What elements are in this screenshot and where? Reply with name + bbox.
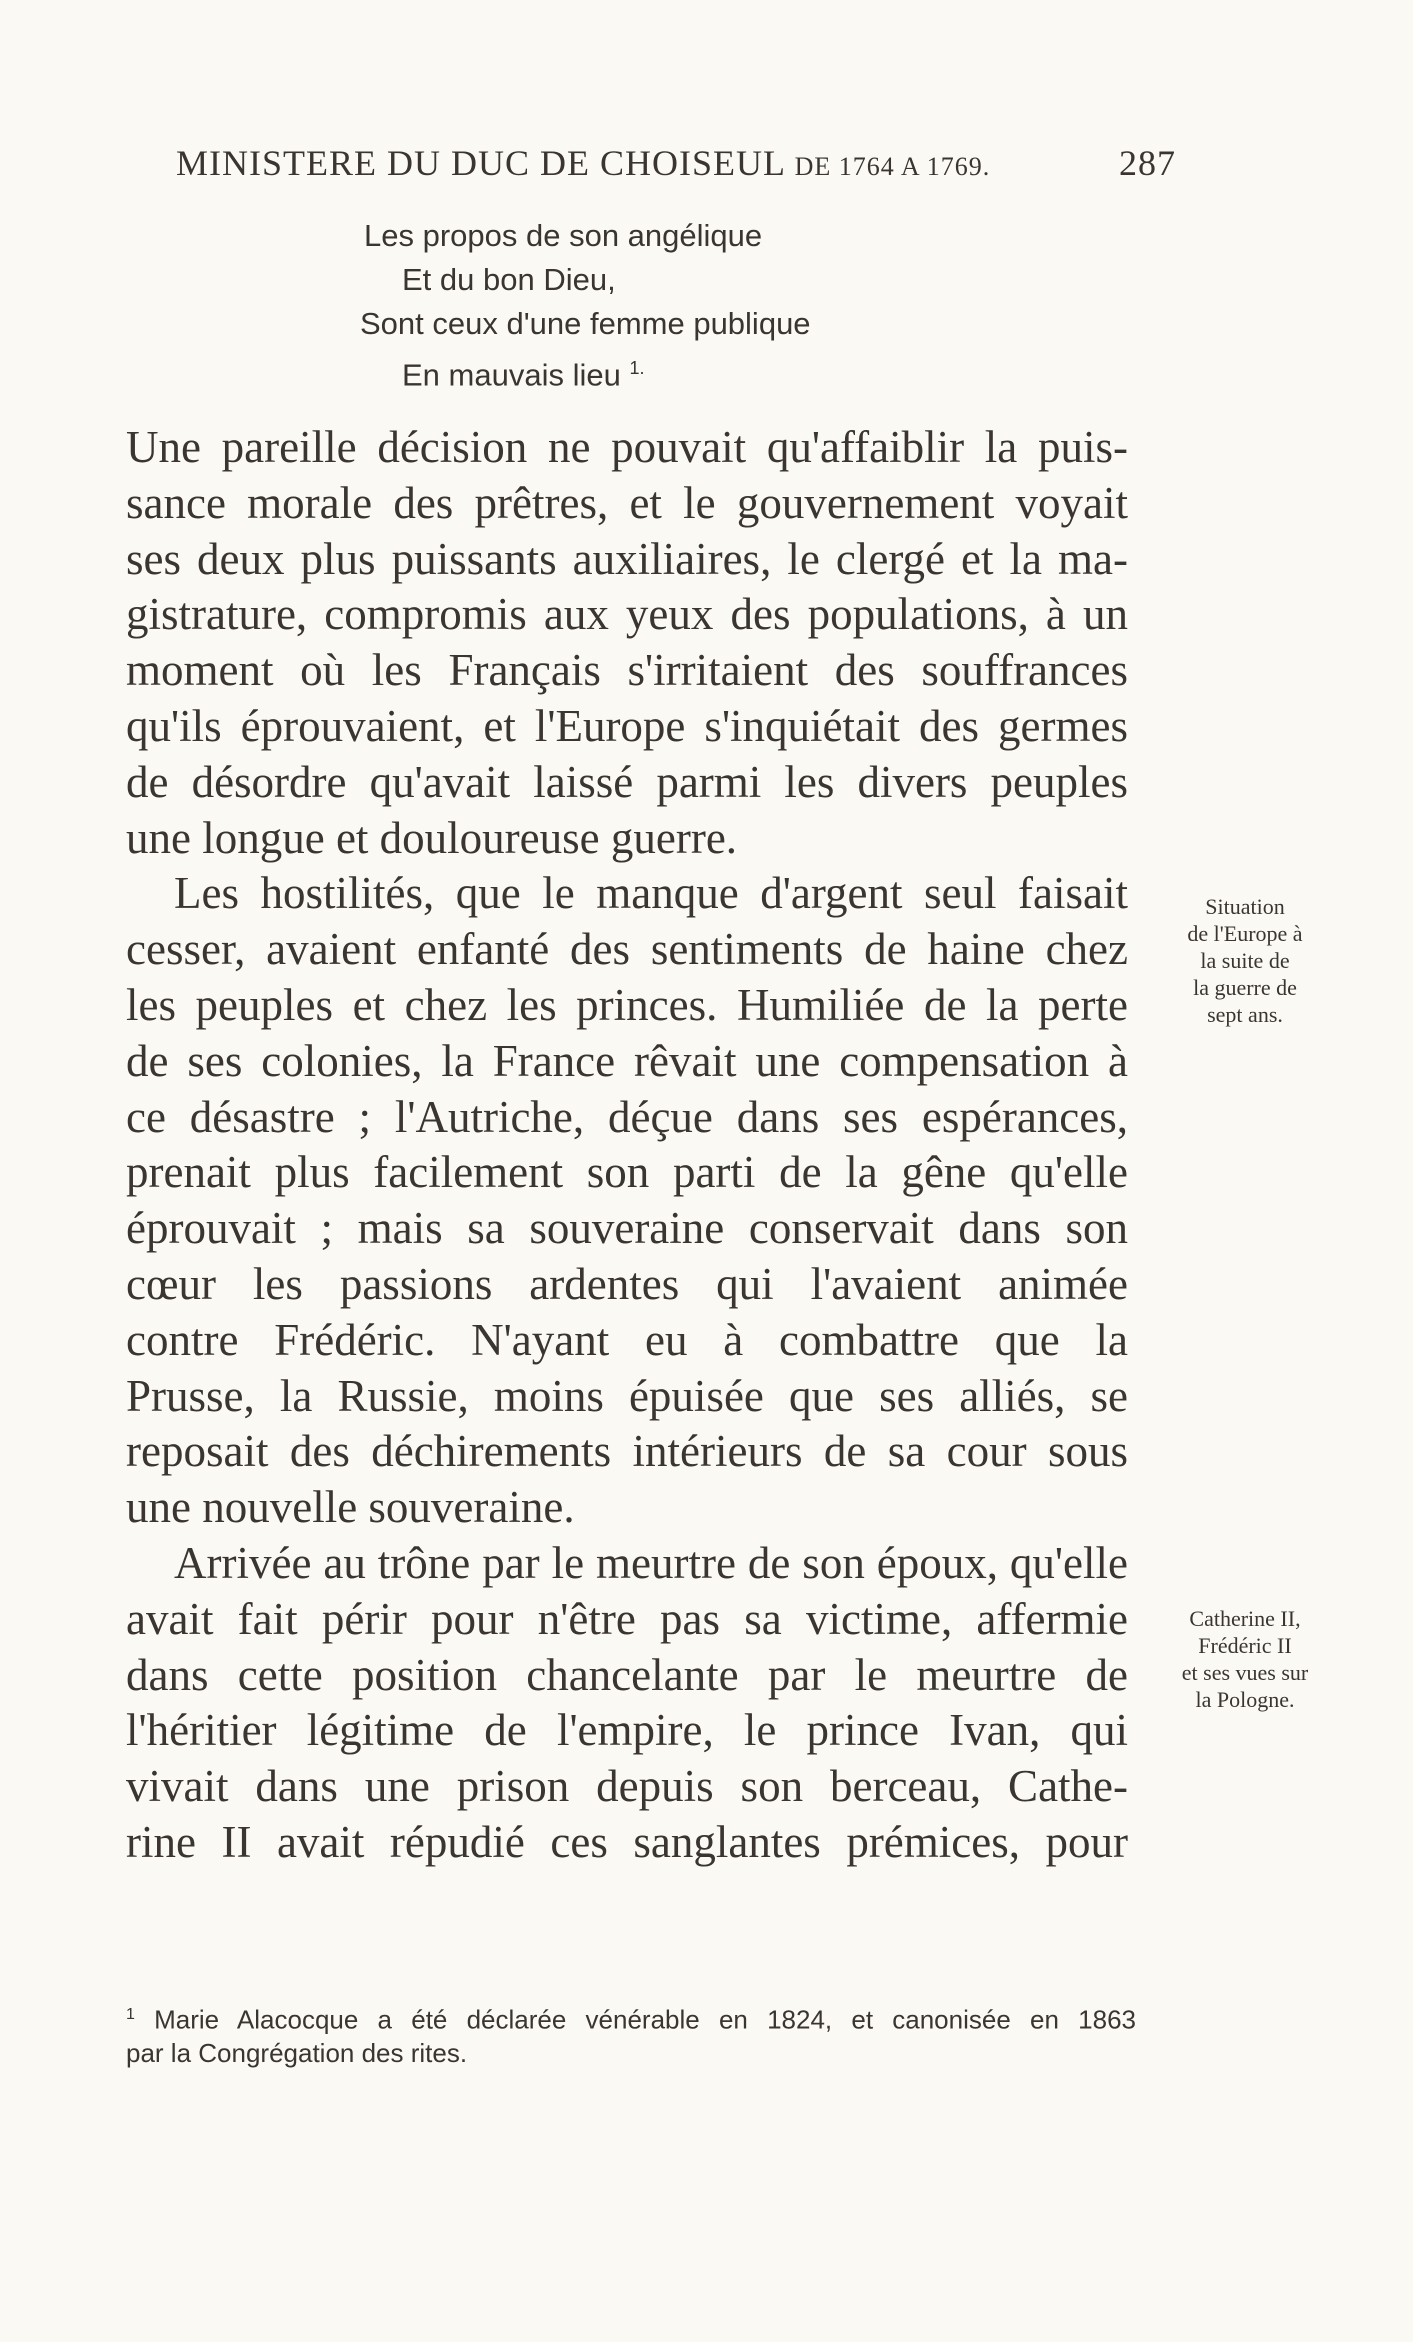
text-line: avait fait périr pour n'être pas sa victime, affermie bbox=[126, 1593, 1128, 1644]
text-line: Les hostilités, que le manque d'argent seul faisait bbox=[174, 868, 1128, 919]
margin-note-line: de l'Europe à bbox=[1187, 921, 1303, 946]
text-line: une longue et douloureuse guerre. bbox=[126, 812, 738, 863]
verse-line: Et du bon Dieu, bbox=[402, 262, 616, 297]
text-line: prenait plus facilement son parti de la gêne qu'elle bbox=[126, 1147, 1128, 1198]
text-line: rine II avait répudié ces sanglantes prémices, pour bbox=[126, 1816, 1128, 1867]
margin-note-line: sept ans. bbox=[1207, 1002, 1283, 1027]
text-line: contre Frédéric. N'ayant eu à combattre que la bbox=[126, 1314, 1128, 1365]
verse-line: Les propos de son angélique bbox=[364, 218, 763, 253]
text-line: dans cette position chancelante par le meurtre de bbox=[126, 1649, 1128, 1700]
text-line: de désordre qu'avait laissé parmi les divers peuples bbox=[126, 756, 1128, 807]
text-line: Arrivée au trône par le meurtre de son époux, qu'elle bbox=[174, 1537, 1128, 1588]
text-line: cesser, avaient enfanté des sentiments de haine chez bbox=[126, 924, 1128, 975]
text-line: Prusse, la Russie, moins épuisée que ses alliés, se bbox=[126, 1370, 1128, 1421]
verse-quotation bbox=[360, 214, 860, 397]
margin-note-catherine bbox=[1140, 1605, 1350, 1713]
margin-note-line: Catherine II, bbox=[1189, 1606, 1301, 1631]
footnote-line bbox=[126, 1996, 1136, 2034]
margin-note-line: la Pologne. bbox=[1195, 1687, 1295, 1712]
text-line: qu'ils éprouvaient, et l'Europe s'inquiétait des germes bbox=[126, 700, 1128, 751]
text-line: l'héritier légitime de l'empire, le prince Ivan, qui bbox=[126, 1705, 1128, 1756]
footnote bbox=[126, 1996, 1136, 2072]
margin-note-line: la suite de bbox=[1200, 948, 1290, 973]
header-title bbox=[176, 142, 990, 184]
footnote-line: par la Congrégation des rites. bbox=[126, 2038, 468, 2068]
text-line: ses deux plus puissants auxiliaires, le clergé et la ma- bbox=[126, 533, 1128, 584]
footnote-text: Marie Alacocque a été déclarée vénérable en 1824, et canonisée en 1863 bbox=[154, 2004, 1136, 2034]
verse-line bbox=[360, 346, 860, 397]
text-line: une nouvelle souveraine. bbox=[126, 1482, 575, 1533]
header-date-range: DE 1764 A 1769. bbox=[794, 152, 991, 181]
text-line: gistrature, compromis aux yeux des populations, à un bbox=[126, 589, 1128, 640]
text-line: les peuples et chez les princes. Humiliée de la perte bbox=[126, 979, 1128, 1030]
text-line: reposait des déchirements intérieurs de sa cour sous bbox=[126, 1426, 1128, 1477]
text-line: éprouvait ; mais sa souveraine conservait dans son bbox=[126, 1203, 1128, 1254]
text-line: cœur les passions ardentes qui l'avaient animée bbox=[126, 1258, 1128, 1309]
text-line: vivait dans une prison depuis son berceau, Cathe- bbox=[126, 1761, 1128, 1812]
text-line: moment où les Français s'irritaient des souffrances bbox=[126, 645, 1128, 696]
margin-note-europe bbox=[1140, 893, 1350, 1028]
verse-line: Sont ceux d'une femme publique bbox=[360, 306, 811, 341]
text-line: Une pareille décision ne pouvait qu'affaiblir la puis- bbox=[126, 422, 1128, 472]
footnote-marker: 1 bbox=[126, 2006, 135, 2023]
page-number: 287 bbox=[1119, 143, 1176, 183]
footnote-ref: 1. bbox=[629, 358, 645, 378]
text-line: ce désastre ; l'Autriche, déçue dans ses espérances, bbox=[126, 1091, 1128, 1142]
running-header bbox=[176, 142, 1176, 184]
text-line: sance morale des prêtres, et le gouvernement voyait bbox=[126, 477, 1128, 528]
verse-line-text: En mauvais lieu bbox=[402, 357, 621, 393]
margin-note-line: la guerre de bbox=[1193, 975, 1297, 1000]
text-line: de ses colonies, la France rêvait une compensation à bbox=[126, 1035, 1128, 1086]
margin-note-line: Frédéric II bbox=[1198, 1633, 1292, 1658]
main-text bbox=[126, 420, 1128, 1871]
margin-note-line: et ses vues sur bbox=[1181, 1660, 1309, 1685]
margin-note-line: Situation bbox=[1205, 894, 1285, 919]
header-title-text: MINISTERE DU DUC DE CHOISEUL bbox=[176, 143, 785, 183]
